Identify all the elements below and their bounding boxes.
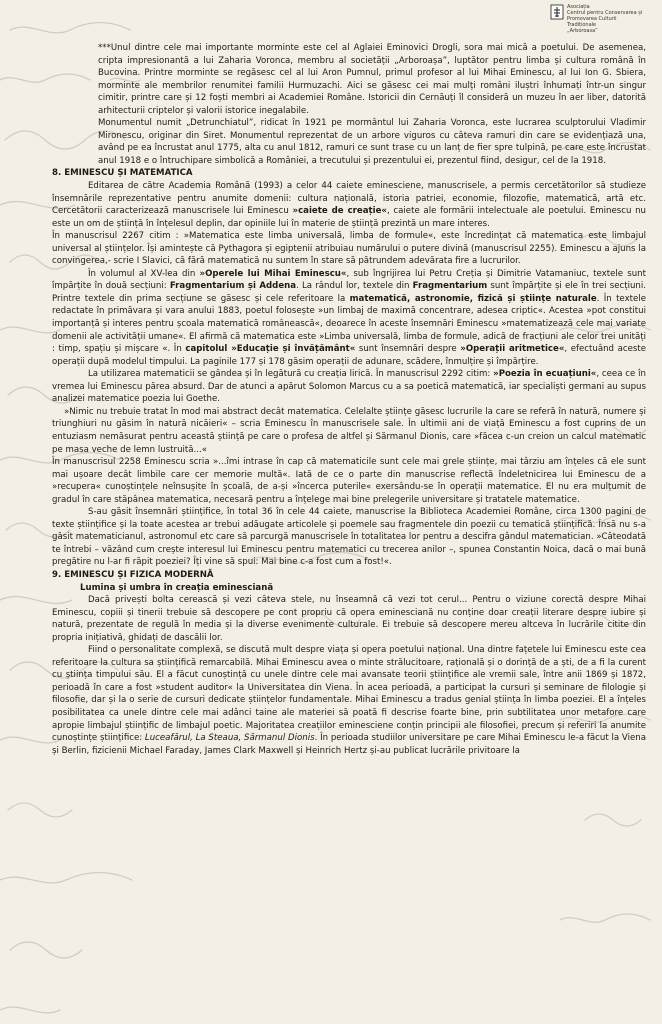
- subsection-heading: Lumina și umbra în creația eminesciană: [80, 582, 274, 593]
- text-run: . În textele redactate în primăvara și vara anului 1883, poetul folosește »un limbaj de maximă concentrare, adesea criptic«. Acestea »pot constitui importanță și interes pentru școala matematică românească«, deoarece în aceste însemnări Eminescu »matematizează cele mai variate domenii ale activității umane«. El afirmă că matematica este »Limba universală, limba de formule, adică de fracțiuni ale celor trei unități : timp, spațiu și mișcare «. În: [52, 293, 646, 355]
- logo-line: Asociația: [567, 4, 590, 10]
- logo-line: Promovarea Culturii: [567, 16, 617, 22]
- bold-run: Fragmentarium și Addena: [169, 281, 297, 292]
- article-body: [52, 42, 646, 757]
- bold-run: »Poezia în ecuațiuni«: [493, 369, 597, 380]
- logo-line: Tradiționale: [567, 22, 597, 28]
- text-run: sunt însemnări despre: [355, 344, 461, 355]
- text-run: La utilizarea matematicii se gândea și în legătură cu creația lirică. În manuscrisul 2292 citim:: [88, 369, 494, 380]
- bold-run: »Operații aritmetice«: [460, 344, 565, 355]
- paragraph-abstract-math: »Nimic nu trebuie tratat în mod mai abstract decât matematica. Celelalte științe găsesc lucrurile la care se referă în natură, numere și triunghiuri nu găsim în natură nicăieri« – scria Eminescu în manuscrisele sale. În ultimii ani de viață Eminescu a fost cuprins de un entuziasm nemăsurat pentru această știință pe care o profesa de altfel și Sărmanul Dionis, care »făcea c-un creion un calcul matematic pe masa veche de lemn lustruită...«: [52, 406, 646, 455]
- text-run: În volumul al XV-lea din: [88, 268, 200, 279]
- italic-run: Luceafărul, La Steaua, Sărmanul Dionis: [144, 733, 315, 744]
- paragraph-cemetery: ***Unul dintre cele mai importante morminte este cel al Aglaiei Eminovici Drogli, sora mai mică a poetului. De asemenea, cripta impresionantă a lui Zaharia Voronca, membru al societății „Arboroașa”, luptător pentru limba și cultura română în Bucovina. Printre morminte se regăsesc cel al lui Aron Pumnul, primul profesor al lui Mihai Eminescu, al lui Ion G. Sbiera, morminte ale membrilor renumitei familii Hurmuzachi. Aici se găsesc cei mai mulți români iluștri înhumați într-un singur cimitir, printre care și 12 foști membri ai Academiei Române. Istoricii din Cernăuți îl consideră un muzeu în aer liber, datorită arhitecturii criptelor și valorii istorice inegalabile.: [98, 43, 646, 116]
- logo-line: „Arboroasa”: [567, 28, 598, 34]
- bold-run: »caiete de creație«: [292, 206, 387, 217]
- paragraph-volume-xv: [52, 268, 646, 368]
- text-run: . În perioada studiilor universitare pe care Mihai Eminescu le-a făcut la Viena și Berlin, fizicienii Michael Faraday, James Clark Maxwell și Heinrich Hertz și-au publicat lucrările privitoare la: [52, 733, 646, 756]
- text-run: , caiete ale formării intelectuale ale poetului. Eminescu nu este un om de știință în înțelesul deplin, dar opiniile lui în materie de știință prezintă un mare interes.: [52, 206, 646, 229]
- bold-run: matematică, astronomie, fizică și științe naturale: [349, 293, 597, 304]
- text-run: Editarea de către Academia Română (1993) a celor 44 caiete eminesciene, manuscrisele, a permis cercetătorilor să studieze însemnările reprezentative pentru anumite domenii: cultura națională, istoria patriei, economie, filozofie, matematică, artă etc. Cercetătorii caracterizează manuscrisele lui Eminescu: [52, 181, 646, 217]
- paragraph-manuscript-2258: În manuscrisul 2258 Eminescu scria »...îmi intrase în cap că matematicile sunt cele mai grele științe, mai târziu am înțeles că ele sunt mai ușoare decât limbile care cer memorie multă«. Iată de ce o parte din manuscrise reflectă îndeletnicirea lui Eminescu de a »recupera« cunoștințele neînsușite în școală, de a-și »încerca puterile« exersându-se în operații matematice. El nu era mulțumit de gradul în care stăpânea matematica, necesară pentru a înțelege mai bine prelegerile universitare și tratatele matematice.: [52, 457, 646, 505]
- section-heading-9: 9. EMINESCU ȘI FIZICA MODERNĂ: [52, 569, 214, 580]
- text-run: , sub îngrijirea lui Petru Creția și Dimitrie Vatamaniuc, textele sunt împărțite în două secțiuni:: [52, 268, 647, 292]
- text-run: , efectuând aceste operații după modelul timpului. La paginile 177 și 178 găsim operații de adunare, scădere, înmulțire și împărțire.: [52, 344, 646, 367]
- logo-line: Centrul pentru Conservarea și: [567, 10, 643, 16]
- logo-text: [567, 4, 642, 34]
- paragraph-manuscript-2267: În manuscrisul 2267 citim : »Matematica este limba universală, limba de formule«, este încredințat că matematica este limbajul universal al științelor. Își amintește că Pythagora și egiptenii atribuiau numărului o putere divină (manuscrisul 2255). Eminescu a ajuns la convingerea,- scrie I Slavici, că fără matematică nu suntem în stare să pătrundem adevărata fire a lucrurilor.: [52, 231, 646, 267]
- paragraph-lyric-creation: [52, 368, 646, 406]
- paragraph-monument: Monumentul numit „Detrunchiatul”, ridicat în 1921 pe mormântul lui Zaharia Voronca, este lucrarea sculptorului Vladimir Mironescu, originar din Siret. Monumentul reprezentat de un arbore viguros cu câteva ramuri din care se evidențiază una, având pe ea încrustat anul 1775, alta cu anul 1812, ramuri ce sunt trase cu un lanț de fier spre tulpină, pe care este încrustat anul 1918 e o întruchipare simbolică a României, a trecutului și prezentului ei, prezentul fiind, desigur, cel de la 1918.: [98, 118, 646, 166]
- text-run: Fiind o personalitate complexă, se discută mult despre viața și opera poetului național. Una dintre fațetele lui Eminescu este cea referitoare la cultura sa științifică remarcabilă. Mihai Eminescu avea o minte strălucitoare, rațională și o dorință de a ști, de a fi la curent cu știința timpului său. El a făcut cunoștință cu unele dintre cele mai avansate teorii științifice ale vremii sale, între anii 1869 și 1872, perioadă în care a fost »student auditor« la Universitatea din Viena. În acea perioadă, a participat la cursuri și seminare de filologie și filosofie, dar și la o serie de cursuri dedicate științelor fundamentale. Mihai Eminescu a tradus genial știința în limba poeziei. El a înțeles posibilitatea ca unele dintre cele mai adânci taine ale materiei să poată fi descrise foarte bine, prin subtilitatea unor metafore care apropie limbajul științific de limbajul poetic. Majoritatea creațiilor eminesciene conțin principii ale filosofiei, precum și referiri la anumite cunoștințe științifice:: [52, 645, 646, 744]
- paragraph-scientific-notes: S-au găsit însemnări științifice, în total 36 în cele 44 caiete, manuscrise la Biblioteca Academiei Române, circa 1300 pagini de texte științifice și la toate acestea ar trebui adăugate articolele și poemele sau fragmentele din poezii cu tematică științifică. Însă nu s-a găsit matematicianul, astronomul etc care să parcurgă manuscrisele în totalitatea lor pentru a descifra gândul matematician. »Câteodată te întrebi – văzând cum crește interesul lui Eminescu pentru matematici cu trecerea anilor –, spunea Constantin Noica, dacă o mai bună pregătire nu l-ar fi răpit poeziei? Îți vine să spui: Mai bine c-a fost cum a fost!«.: [52, 507, 646, 568]
- paragraph-complex-personality: [52, 644, 646, 757]
- paragraph-sky-vault: Dacă privești bolta cerească și vezi câteva stele, nu înseamnă că vezi tot cerul... Pentru o viziune corectă despre Mihai Eminescu, copiii și tinerii trebuie să descopere pe cont propriu că opera eminesciană nu conține doar creații literare despre iubire și natură, prezentate de regulă în media și la diverse evenimente culturale. Ei trebuie să descopere mereu altceva în lucrările citite din propria inițiativă, ghidați de dascălii lor.: [52, 595, 646, 643]
- text-run: sunt împărțite și ele în trei secțiuni. Printre textele din prima secțiune se găsesc și cele referitoare la: [52, 281, 646, 304]
- text-run: , ceea ce în vremea lui Eminescu părea absurd. Dar de atunci a apărut Solomon Marcus cu a sa poetică matematică, iar specialiști germani au supus analizei matematice poezia lui Goethe.: [52, 369, 646, 405]
- arboroasa-emblem-icon: [550, 4, 564, 20]
- bold-run: Fragmentarium: [412, 281, 488, 292]
- bold-run: capitolul »Educație și învățământ«: [185, 344, 356, 355]
- text-run: . La rândul lor, textele din: [296, 281, 413, 292]
- section-heading-8: 8. EMINESCU ȘI MATEMATICA: [52, 168, 193, 179]
- bold-run: »Operele lui Mihai Eminescu«: [199, 268, 347, 279]
- paragraph-academy-edition: [52, 180, 646, 230]
